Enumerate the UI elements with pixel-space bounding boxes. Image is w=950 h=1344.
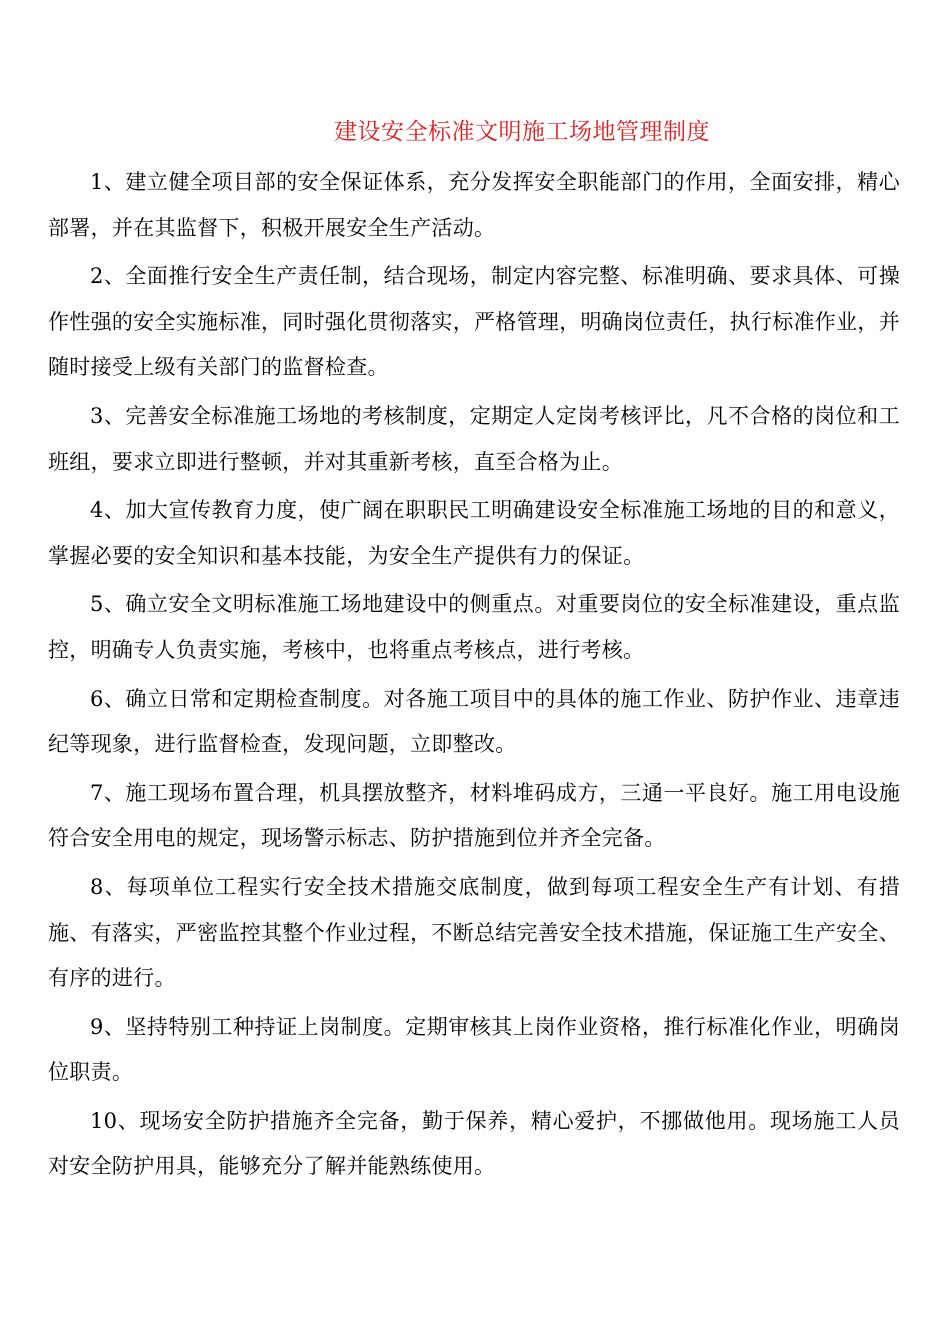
document-title: 建设安全标准文明施工场地管理制度 — [334, 119, 710, 145]
paragraph-8: 8、每项单位工程实行安全技术措施交底制度，做到每项工程安全生产有计划、有措施、有落实，严密监控其整个作业过程，不断总结完善安全技术措施，保证施工生产安全、有序的进行。 — [48, 874, 900, 991]
paragraph-1: 1、建立健全项目部的安全保证体系，充分发挥安全职能部门的作用，全面安排，精心部署，并在其监督下，积极开展安全生产活动。 — [48, 170, 900, 240]
paragraph-6: 6、确立日常和定期检查制度。对各施工项目中的具体的施工作业、防护作业、违章违纪等现象，进行监督检查，发现问题，立即整改。 — [48, 686, 900, 757]
paragraph-9: 9、坚持特别工种持证上岗制度。定期审核其上岗作业资格，推行标准化作业，明确岗位职责。 — [48, 1014, 900, 1085]
paragraph-10: 10、现场安全防护措施齐全完备，勤于保养，精心爱护，不挪做他用。现场施工人员对安全防护用具，能够充分了解并能熟练使用。 — [48, 1108, 900, 1179]
paragraph-4: 4、加大宣传教育力度，使广阔在职职民工明确建设安全标准施工场地的目的和意义，掌握必要的安全知识和基本技能，为安全生产提供有力的保证。 — [48, 498, 900, 568]
paragraph-2: 2、全面推行安全生产责任制，结合现场，制定内容完整、标准明确、要求具体、可操作性强的安全实施标准，同时强化贯彻落实，严格管理，明确岗位责任，执行标准作业，并随时接受上级有关部门的监督检查。 — [48, 264, 900, 380]
document-body — [48, 160, 900, 1193]
paragraph-3: 3、完善安全标准施工场地的考核制度，定期定人定岗考核评比，凡不合格的岗位和工班组，要求立即进行整顿，并对其重新考核，直至合格为止。 — [48, 403, 900, 474]
paragraph-5: 5、确立安全文明标准施工场地建设中的侧重点。对重要岗位的安全标准建设，重点监控，明确专人负责实施，考核中，也将重点考核点，进行考核。 — [48, 592, 900, 662]
paragraph-7: 7、施工现场布置合理，机具摆放整齐，材料堆码成方，三通一平良好。施工用电设施符合安全用电的规定，现场警示标志、防护措施到位并齐全完备。 — [48, 780, 900, 851]
